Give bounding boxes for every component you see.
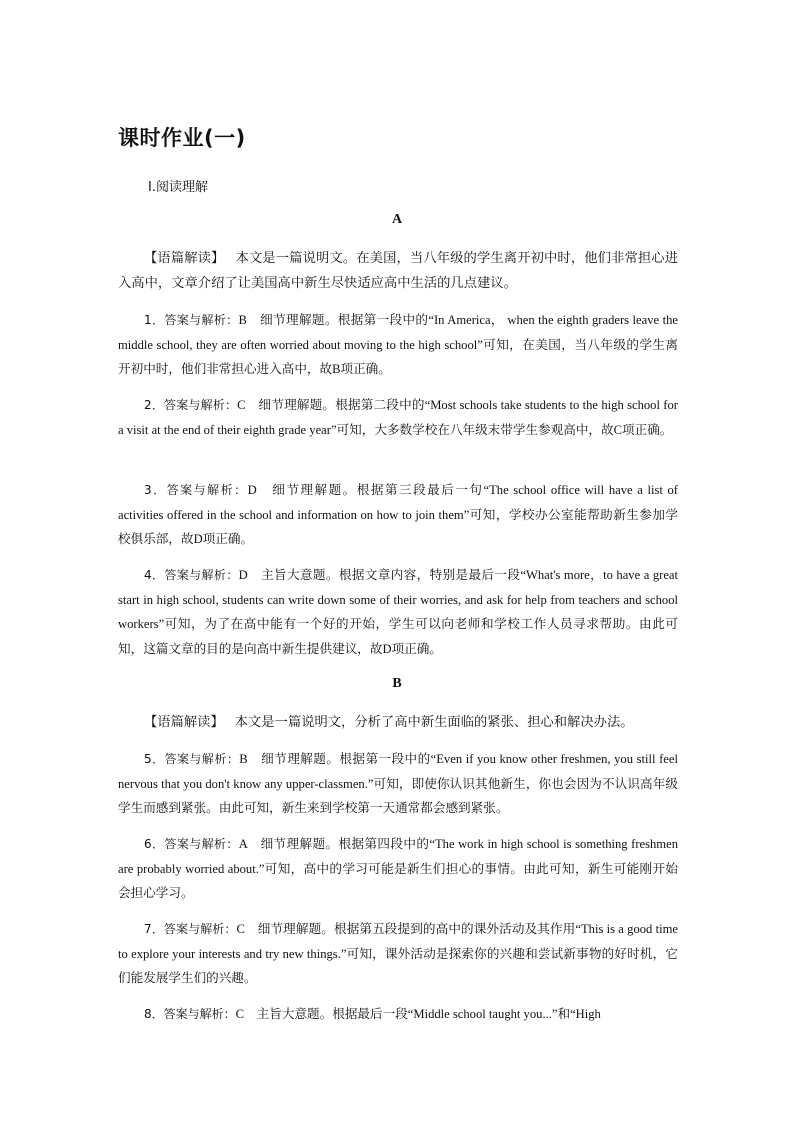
answer-4 <box>118 563 678 661</box>
answer-1 <box>118 308 678 382</box>
answer-label: 答案与解析： <box>166 483 248 497</box>
intro-text: 本文是一篇说明文，分析了高中新生面临的紧张、担心和解决办法。 <box>234 715 634 730</box>
answer-explanation: 细节理解题。根据第五段提到的高中的课外活动及其作用“This is a good time to explore your interests and try new things.”可知，课外活动是探索你的兴趣和尝试新事物的好时机，它们能发展学生们的兴趣。 <box>118 922 678 985</box>
answer-5 <box>118 747 678 821</box>
answer-number: 3． <box>144 483 167 497</box>
answer-choice: D <box>247 483 257 497</box>
answer-7 <box>118 917 678 991</box>
answer-8 <box>118 1002 678 1027</box>
part-b-intro <box>118 710 678 735</box>
answer-explanation: 主旨大意题。根据文章内容，特别是最后一段“What's more，to have a great start in high school, students can write down some of their worries, and ask for help from teachers and school workers”可知，为了在高中能有一个好的开始，学生可以向老师和学校工作人员寻求帮助。由此可知，这篇文章的目的是向高中新生提供建议，故D项正确。 <box>118 568 678 656</box>
answer-explanation: 主旨大意题。根据最后一段“Middle school taught you...”和“High <box>244 1007 601 1021</box>
answer-6 <box>118 832 678 906</box>
answer-label: 答案与解析： <box>164 398 238 412</box>
answer-number: 6． <box>144 837 165 851</box>
answer-choice: C <box>235 1007 245 1021</box>
part-a-intro <box>118 246 678 296</box>
answer-label: 答案与解析： <box>164 568 239 582</box>
page-title: 课时作业(一) <box>118 126 246 150</box>
answer-2 <box>118 393 678 442</box>
answer-choice: C <box>236 922 245 936</box>
answer-label: 答案与解析： <box>164 313 239 327</box>
answer-label: 答案与解析： <box>164 837 239 851</box>
answer-choice: C <box>237 398 246 412</box>
answer-number: 7． <box>144 922 164 936</box>
answer-choice: D <box>238 568 248 582</box>
answer-number: 8． <box>144 1007 164 1021</box>
answer-label: 答案与解析： <box>163 1007 236 1021</box>
answer-explanation: 细节理解题。根据第一段中的“In America， when the eighth graders leave the middle school, they are often worried about moving to the high school”可知，在美国，当八年级的学生离开初中时，他们非常担心进入高中，故B项正确。 <box>118 313 679 376</box>
answer-3 <box>118 478 678 552</box>
part-a-label: A <box>391 212 403 227</box>
answer-number: 2． <box>144 398 165 412</box>
answer-choice: A <box>238 837 248 851</box>
section-heading: Ⅰ.阅读理解 <box>148 180 208 195</box>
answer-explanation: 细节理解题。根据第一段中的“Even if you know other freshmen, you still feel nervous that you don't know any upper-classmen.”可知，即使你认识其他新生，你也会因为不认识高年级学生而感到紧张。由此可知，新生来到学校第一天通常都会感到紧张。 <box>118 752 678 815</box>
intro-tag: 【语篇解读】 <box>144 715 218 730</box>
intro-tag: 【语篇解读】 <box>144 251 218 266</box>
answer-label: 答案与解析： <box>163 922 237 936</box>
answer-number: 1． <box>144 313 165 327</box>
answer-explanation: 细节理解题。根据第二段中的“Most schools take students to the high school for a visit at the end of their eighth grade year”可知，大多数学校在八年级末带学生参观高中，故C项正确。 <box>118 398 678 437</box>
answer-number: 5． <box>144 752 165 766</box>
answer-number: 4． <box>144 568 165 582</box>
intro-text: 本文是一篇说明文。在美国，当八年级的学生离开初中时，他们非常担心进入高中，文章介绍了让美国高中新生尽快适应高中生活的几点建议。 <box>118 251 678 291</box>
answer-label: 答案与解析： <box>164 752 240 766</box>
part-b-label: B <box>392 676 402 691</box>
answer-choice: B <box>238 313 247 327</box>
answer-explanation: 细节理解题。根据第四段中的“The work in high school is something freshmen are probably worried about.”可知，高中的学习可能是新生们担心的事情。由此可知，新生可能刚开始会担心学习。 <box>118 837 678 900</box>
answer-choice: B <box>239 752 248 766</box>
answer-explanation: 细节理解题。根据第三段最后一句“The school office will have a list of activities offered in the school and information on how to join them”可知，学校办公室能帮助新生参加学校俱乐部，故D项正确。 <box>118 483 678 546</box>
